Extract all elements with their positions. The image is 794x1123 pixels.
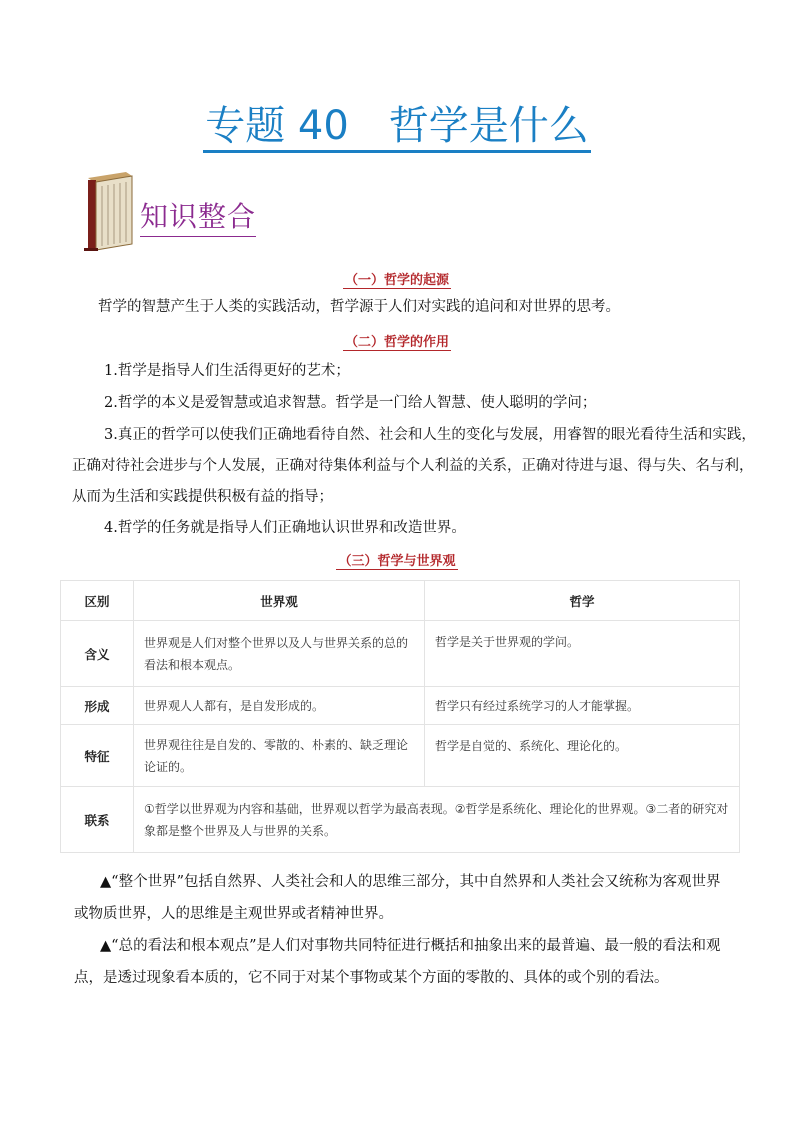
row-key: 特征 [61, 725, 134, 787]
row-key: 形成 [61, 687, 134, 725]
worldview-cell: 世界观人人都有，是自发形成的。 [134, 687, 425, 725]
note-1: ▲“整个世界”包括自然界、人类社会和人的思维三部分，其中自然界和人类社会又统称为客观世界或物质世界，人的思维是主观世界或者精神世界。 [74, 874, 721, 922]
row-key: 含义 [61, 621, 134, 687]
row-key: 联系 [61, 787, 134, 853]
function-item-1: 1.哲学是指导人们生活得更好的艺术； [104, 363, 350, 379]
book-icon [82, 172, 138, 252]
function-item-3-cont-1: 正确对待社会进步与个人发展，正确对待集体利益与个人利益的关系，正确对待进与退、得与失、名与利， [72, 458, 754, 474]
function-item-3-cont-2: 从而为生活和实践提供积极有益的指导； [72, 489, 333, 505]
origin-text: 哲学的智慧产生于人类的实践活动，哲学源于人们对实践的追问和对世界的思考。 [98, 299, 620, 315]
worldview-cell: 世界观往往是自发的、零散的、朴素的、缺乏理论论证的。 [134, 725, 425, 787]
function-item-4: 4.哲学的任务就是指导人们正确地认识世界和改造世界。 [104, 520, 466, 536]
table-header: 哲学 [425, 581, 740, 621]
subheading-function: （二）哲学的作用 [344, 335, 449, 350]
page-title: 专题 40 哲学是什么 [0, 98, 794, 154]
subheading-worldview: （三）哲学与世界观 [338, 554, 456, 569]
relation-cell: ①哲学以世界观为内容和基础，世界观以哲学为最高表现。②哲学是系统化、理论化的世界观。③二者的研究对象都是整个世界及人与世界的关系。 [134, 787, 740, 853]
section-header [82, 172, 382, 254]
section-title: 知识整合 [140, 198, 256, 237]
function-item-3: 3.真正的哲学可以使我们正确地看待自然、社会和人生的变化与发展，用睿智的眼光看待生活和实践， [104, 427, 756, 443]
note-2: ▲“总的看法和根本观点”是人们对事物共同特征进行概括和抽象出来的最普遍、最一般的看法和观点，是透过现象看本质的，它不同于对某个事物或某个方面的零散的、具体的或个别的看法。 [74, 938, 721, 986]
table-row [61, 621, 740, 687]
table-row [61, 725, 740, 787]
table-header: 区别 [61, 581, 134, 621]
table-row [61, 687, 740, 725]
table-header: 世界观 [134, 581, 425, 621]
table-row [61, 787, 740, 853]
table-header-row [61, 581, 740, 621]
philosophy-cell: 哲学是关于世界观的学问。 [425, 621, 740, 687]
comparison-table [60, 580, 740, 853]
philosophy-cell: 哲学是自觉的、系统化、理论化的。 [425, 725, 740, 787]
worldview-cell: 世界观是人们对整个世界以及人与世界关系的总的看法和根本观点。 [134, 621, 425, 687]
philosophy-cell: 哲学只有经过系统学习的人才能掌握。 [425, 687, 740, 725]
function-item-2: 2.哲学的本义是爱智慧或追求智慧。哲学是一门给人智慧、使人聪明的学问； [104, 395, 597, 411]
subheading-origin: （一）哲学的起源 [344, 273, 449, 288]
